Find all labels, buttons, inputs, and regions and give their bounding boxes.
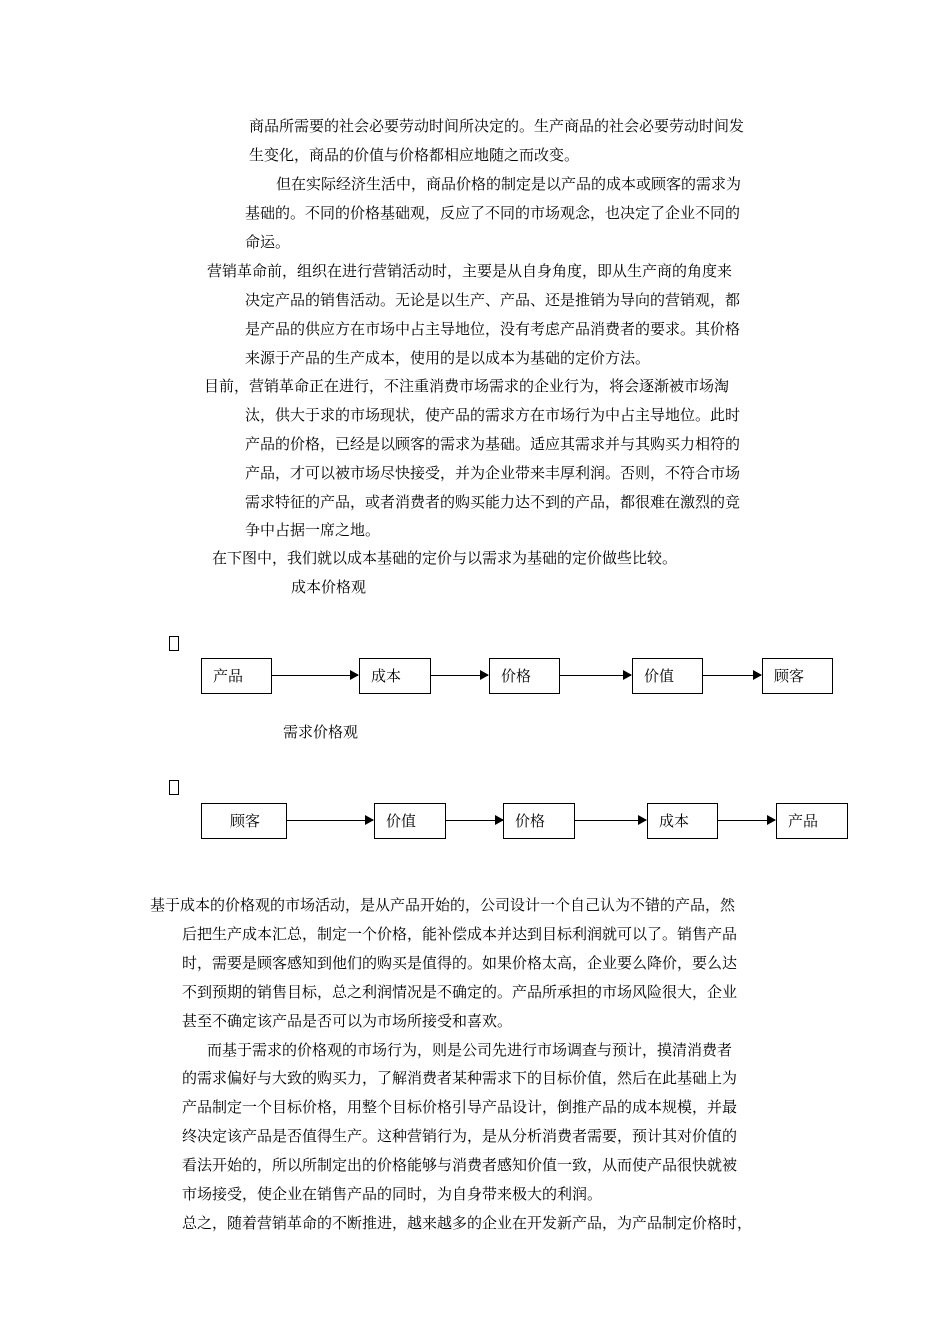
paragraph-6-line-1: 基于成本的价格观的市场活动，是从产品开始的，公司设计一个自己认为不错的产品，然 bbox=[150, 896, 736, 914]
paragraph-3-line-2: 决定产品的销售活动。无论是以生产、产品、还是推销为导向的营销观，都 bbox=[245, 291, 741, 309]
demand-diagram-step-cost: 成本 bbox=[647, 803, 718, 839]
paragraph-4-line-1: 目前，营销革命正在进行，不注重消费市场需求的企业行为，将会逐渐被市场淘 bbox=[204, 377, 730, 395]
cost-diagram-step-product: 产品 bbox=[201, 658, 272, 694]
paragraph-2-line-2: 基础的。不同的价格基础观，反应了不同的市场观念，也决定了企业不同的 bbox=[245, 204, 741, 222]
paragraph-6-line-3: 时，需要是顾客感知到他们的购买是值得的。如果价格太高，企业要么降价，要么达 bbox=[182, 954, 738, 972]
paragraph-3-line-1: 营销革命前，组织在进行营销活动时，主要是从自身角度，即从生产商的角度来 bbox=[207, 262, 733, 280]
paragraph-4-line-5: 需求特征的产品，或者消费者的购买能力达不到的产品，都很难在激烈的竞 bbox=[245, 493, 741, 511]
demand-diagram-step-customer: 顾客 bbox=[201, 803, 287, 839]
cost-diagram-arrow-3 bbox=[560, 675, 631, 676]
cost-diagram-arrow-2 bbox=[431, 675, 488, 676]
paragraph-7-line-1: 而基于需求的价格观的市场行为，则是公司先进行市场调查与预计，摸清消费者 bbox=[207, 1041, 733, 1059]
demand-diagram-marker bbox=[169, 780, 179, 795]
paragraph-7-line-4: 终决定该产品是否值得生产。这种营销行为，是从分析消费者需要，预计其对价值的 bbox=[182, 1127, 738, 1145]
cost-diagram-arrow-4 bbox=[703, 675, 761, 676]
demand-diagram-arrow-3 bbox=[575, 820, 646, 821]
paragraph-6-line-2: 后把生产成本汇总，制定一个价格，能补偿成本并达到目标利润就可以了。销售产品 bbox=[182, 925, 738, 943]
paragraph-2-line-1: 但在实际经济生活中，商品价格的制定是以产品的成本或顾客的需求为 bbox=[276, 175, 742, 193]
demand-diagram-arrow-2 bbox=[446, 820, 503, 821]
paragraph-4-line-3: 产品的价格，已经是以顾客的需求为基础。适应其需求并与其购买力相符的 bbox=[245, 435, 741, 453]
paragraph-7-line-3: 产品制定一个目标价格，用整个目标价格引导产品设计，倒推产品的成本规模，并最 bbox=[182, 1098, 738, 1116]
paragraph-4-line-4: 产品，才可以被市场尽快接受，并为企业带来丰厚利润。否则，不符合市场 bbox=[245, 464, 741, 482]
cost-diagram-step-customer: 顾客 bbox=[762, 658, 833, 694]
demand-diagram-arrow-1 bbox=[287, 820, 373, 821]
demand-diagram-title: 需求价格观 bbox=[283, 723, 359, 741]
paragraph-4-line-6: 争中占据一席之地。 bbox=[245, 521, 381, 539]
paragraph-6-line-5: 甚至不确定该产品是否可以为市场所接受和喜欢。 bbox=[182, 1012, 513, 1030]
demand-diagram-step-value: 价值 bbox=[374, 803, 446, 839]
paragraph-5-line-1: 在下图中，我们就以成本基础的定价与以需求为基础的定价做些比较。 bbox=[212, 549, 678, 567]
demand-diagram-step-product: 产品 bbox=[776, 803, 848, 839]
demand-diagram-step-price: 价格 bbox=[503, 803, 575, 839]
paragraph-7-line-5: 看法开始的，所以所制定出的价格能够与消费者感知价值一致，从而使产品很快就被 bbox=[182, 1156, 738, 1174]
cost-diagram-step-value: 价值 bbox=[632, 658, 703, 694]
paragraph-6-line-4: 不到预期的销售目标，总之利润情况是不确定的。产品所承担的市场风险很大，企业 bbox=[182, 983, 738, 1001]
cost-diagram-step-price: 价格 bbox=[489, 658, 560, 694]
cost-diagram-arrow-1 bbox=[272, 675, 358, 676]
paragraph-2-line-3: 命运。 bbox=[245, 233, 291, 251]
cost-diagram-marker bbox=[169, 636, 179, 651]
cost-diagram-step-cost: 成本 bbox=[359, 658, 431, 694]
paragraph-4-line-2: 汰，供大于求的市场现状，使产品的需求方在市场行为中占主导地位。此时 bbox=[245, 406, 741, 424]
paragraph-1-line-2: 生变化，商品的价值与价格都相应地随之而改变。 bbox=[249, 146, 580, 164]
paragraph-3-line-3: 是产品的供应方在市场中占主导地位，没有考虑产品消费者的要求。其价格 bbox=[245, 320, 741, 338]
cost-diagram-title: 成本价格观 bbox=[291, 578, 367, 596]
paragraph-8-line-1: 总之，随着营销革命的不断推进，越来越多的企业在开发新产品，为产品制定价格时， bbox=[182, 1214, 753, 1232]
paragraph-7-line-6: 市场接受，使企业在销售产品的同时，为自身带来极大的利润。 bbox=[182, 1185, 603, 1203]
paragraph-3-line-4: 来源于产品的生产成本，使用的是以成本为基础的定价方法。 bbox=[245, 349, 651, 367]
paragraph-7-line-2: 的需求偏好与大致的购买力，了解消费者某种需求下的目标价值，然后在此基础上为 bbox=[182, 1069, 738, 1087]
paragraph-1-line-1: 商品所需要的社会必要劳动时间所决定的。生产商品的社会必要劳动时间发 bbox=[249, 117, 745, 135]
demand-diagram-arrow-4 bbox=[718, 820, 775, 821]
